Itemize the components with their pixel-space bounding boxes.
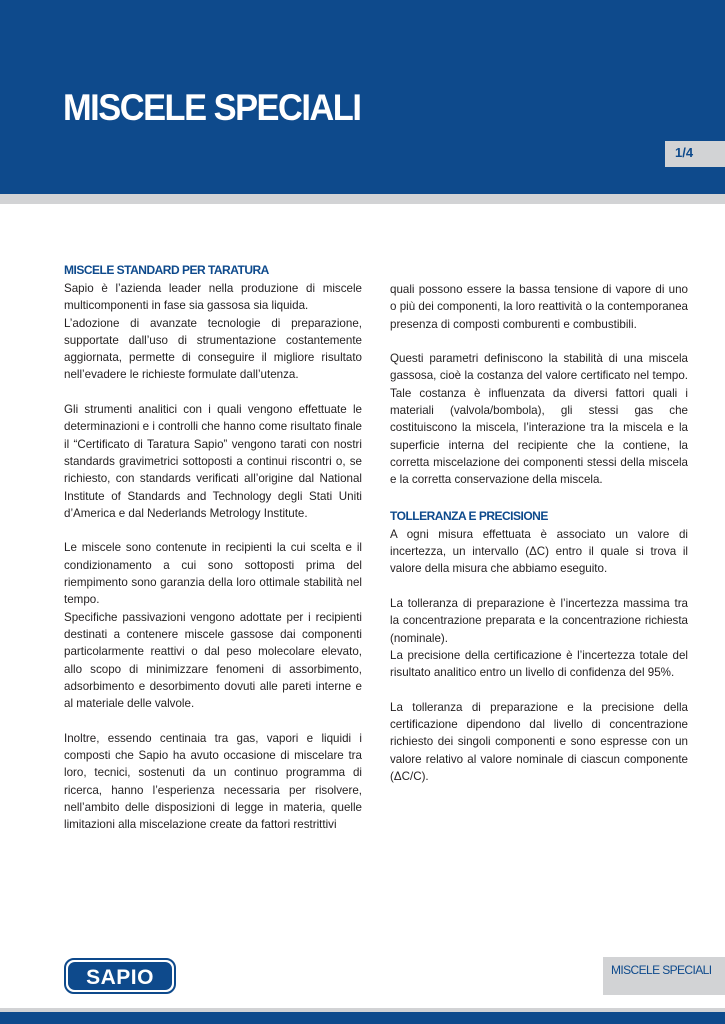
section-heading-standard: MISCELE STANDARD PER TARATURA — [64, 263, 269, 277]
paragraph: Inoltre, essendo centinaia tra gas, vapori e liquidi i composti che Sapio ha avuto occasione di miscelare tra loro, tecnici, sostenuti da un continuo programma di ricerca, hanno l’esperienza necessaria per risolvere, nell’ambito delle disposizioni di legge in materia, quelle limitazioni alla miscelazione create da fattori restrittivi — [64, 731, 362, 832]
section-heading-tolerance: TOLLERANZA E PRECISIONE — [390, 508, 548, 523]
paragraph: Gli strumenti analitici con i quali vengono effettuate le determinazioni e i controlli che hanno come risultato finale il “Certificato di Taratura Sapio” vengono tarati con nostri standards gravimetrici sottoposti a continui riscontri o, se richiesto, con standards verificati all’origine dal National Institute of Standards and Technology degli Stati Uniti d’America e dal Nederlands Metrology Institute. — [64, 403, 362, 520]
sapio-logo — [64, 958, 176, 994]
paragraph: L’adozione di avanzate tecnologie di preparazione, supportate dall’uso di strumentazione costantemente aggiornata, permette di conseguire il migliore risultato nell’evadere le richieste formulate dall’utenza. — [64, 316, 362, 382]
footer-label-tab — [603, 957, 725, 995]
paragraph: Specifiche passivazioni vengono adottate per i recipienti destinati a contenere miscele gassose dai componenti particolarmente reattivi o dal peso molecolare elevato, allo scopo di minimizzare fenomeni di assorbimento, adsorbimento e desorbimento dovuti alle pareti interne e al materiale delle valvole. — [64, 610, 362, 711]
page-title: MISCELE SPECIALI — [63, 87, 361, 128]
footer-label: MISCELE SPECIALI — [611, 963, 712, 977]
page-number: 1/4 — [675, 145, 694, 160]
paragraph: Sapio è l’azienda leader nella produzione di miscele multicomponenti in fase sia gassosa sia liquida. — [64, 282, 362, 313]
paragraph: La precisione della certificazione è l’incertezza totale del risultato analitico entro un livello di confidenza del 95%. — [390, 648, 688, 680]
paragraph: Le miscele sono contenute in recipienti la cui scelta e il condizionamento a cui sono sottoposti prima del riempimento sono garanzia della loro ottimale stabilità nel tempo. — [64, 541, 362, 607]
right-column — [390, 281, 688, 785]
header-divider — [0, 194, 725, 204]
page-number-tab — [665, 141, 725, 167]
header-banner — [0, 0, 725, 194]
paragraph: Questi parametri definiscono la stabilità di una miscela gassosa, cioè la costanza del valore certificato nel tempo. Tale costanza è influenzata da diversi fattori quali i materiali (valvola/bombola), gli stessi gas che costituiscono la miscela, l’interazione tra la miscela e la superficie interna del recipiente che la contiene, la corretta miscelazione dei componenti stessi della miscela e la corretta conservazione della miscela. — [390, 352, 688, 487]
paragraph: La tolleranza di preparazione è l’incertezza massima tra la concentrazione preparata e la concentrazione richiesta (nominale). — [390, 597, 688, 645]
logo-text: SAPIO — [86, 966, 154, 989]
paragraph: A ogni misura effettuata è associato un valore di incertezza, un intervallo (ΔC) entro il quale si trova il valore della misura che abbiamo eseguito. — [390, 527, 688, 576]
paragraph: quali possono essere la bassa tensione di vapore di uno o più dei componenti, la loro reattività o la contemporanea presenza di composti comburenti e combustibili. — [390, 283, 688, 331]
footer-band — [0, 1012, 725, 1024]
paragraph: La tolleranza di preparazione e la precisione della certificazione dipendono dal livello di concentrazione richiesto dei singoli componenti e sono espresse con un valore relativo al valore nominale di ciascun componente (ΔC/C). — [390, 700, 688, 784]
left-column — [64, 260, 362, 834]
